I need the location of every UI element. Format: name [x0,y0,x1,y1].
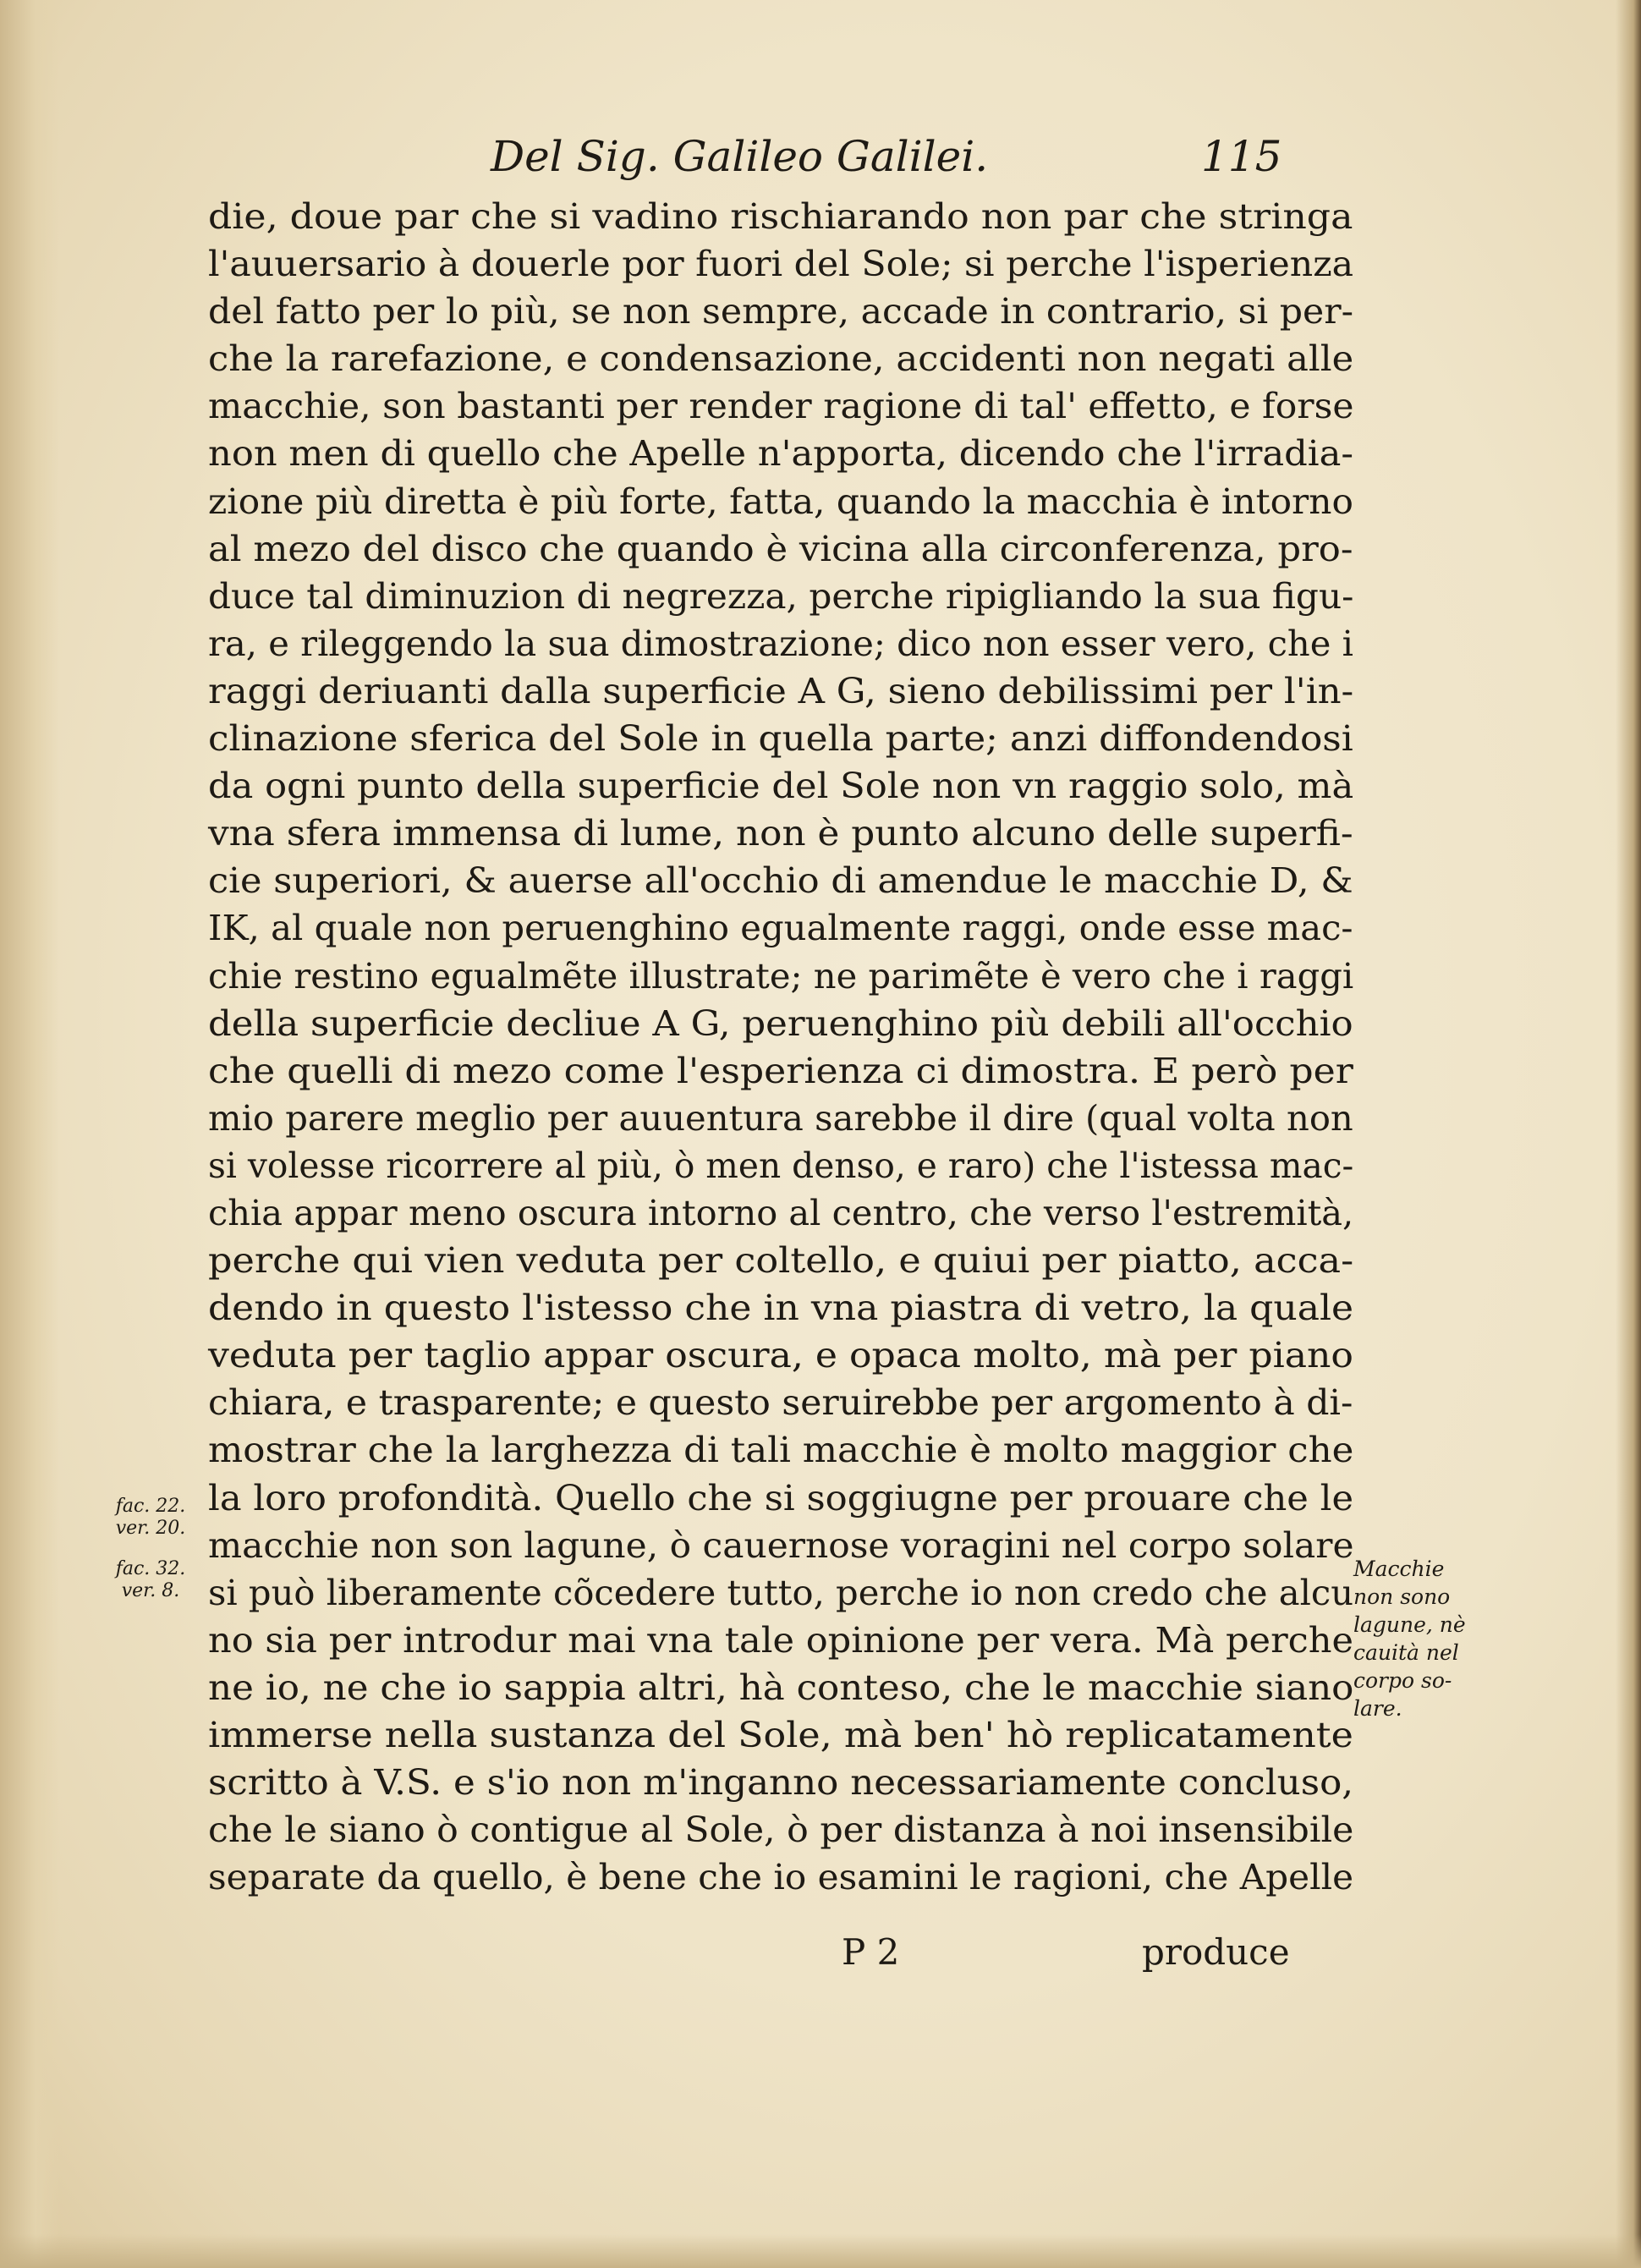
text-line: cie superiori, & auerse all'occhio di amendue le macchie D, & [208,860,1353,902]
text-line: chie restino egualmẽte illustrate; ne parimẽte è vero che i raggi [208,955,1354,997]
text-line: che le siano ò contigue al Sole, ò per distanza à noi insensibile [208,1809,1354,1851]
page-gutter-shadow [0,0,59,2268]
margin-note-line: lagune, nè [1353,1612,1466,1637]
margin-reference: fac. 32. ver. 8. [115,1558,186,1601]
margin-note-line: non sono [1353,1584,1451,1609]
text-line: al mezo del disco che quando è vicina alla circonferenza, pro- [208,528,1353,569]
text-line: della superficie decliue A G, peruenghino più debili all'occhio [208,1002,1353,1044]
body-text [208,193,1353,1901]
text-line: macchie, son bastanti per render ragione di tal' effetto, e forse [208,386,1354,427]
text-line: ra, e rileggendo la sua dimostrazione; dico non esser vero, che i [208,623,1353,664]
page-right-edge [1616,0,1641,2268]
text-line: macchie non son lagune, ò cauernose voragini nel corpo solare [208,1524,1354,1566]
text-line: del fatto per lo più, se non sempre, accade in contrario, si per- [208,291,1354,332]
margin-note-line: Macchie [1353,1557,1445,1581]
text-line: immerse nella sustanza del Sole, mà ben' hò replicatamente [208,1715,1353,1755]
text-line: clinazione sferica del Sole in quella parte; anzi diffondendosi [208,718,1353,760]
text-line: mostrar che la larghezza di tali macchie è molto maggior che [208,1430,1354,1471]
text-line: si può liberamente cõcedere tutto, perche io non credo che alcu [208,1572,1354,1613]
text-line: die, doue par che si vadino rischiarando non par che stringa [208,196,1353,237]
text-line: l'auuersario à douerle por fuori del Sole; si perche l'isperienza [208,244,1354,285]
text-line: che quelli di mezo come l'esperienza ci dimostra. E però per [208,1050,1353,1091]
text-line: ne io, ne che io sappia altri, hà conteso, che le macchie siano [208,1667,1354,1708]
text-line: veduta per taglio appar oscura, e opaca molto, mà per piano [208,1335,1353,1376]
text-line: la loro profondità. Quello che si soggiugne per prouare che le [208,1477,1354,1518]
text-line: non men di quello che Apelle n'apporta, dicendo che l'irradia- [208,433,1353,475]
signature-mark: P 2 [842,1931,900,1973]
text-line: no sia per introdur mai vna tale opinione per vera. Mà perche [208,1619,1354,1661]
text-line: si volesse ricorrere al più, ò men denso, e raro) che l'istessa mac- [208,1145,1354,1186]
text-line: dendo in questo l'istesso che in vna piastra di vetro, la quale [208,1288,1354,1329]
margin-note-line: corpo so- [1353,1668,1452,1693]
running-head: Del Sig. Galileo Galilei. [491,132,989,181]
text-line: separate da quello, è bene che io esamini le ragioni, che Apelle [208,1857,1354,1898]
text-line: duce tal diminuzion di negrezza, perche ripigliando la sua figu- [208,575,1354,617]
text-line: da ogni punto della superficie del Sole non vn raggio solo, mà [208,766,1354,807]
text-line: mio parere meglio per auuentura sarebbe il dire (qual volta non [208,1097,1353,1139]
text-line: scritto à V.S. e s'io non m'inganno necessariamente concluso, [208,1762,1354,1804]
text-line: perche qui vien veduta per coltello, e quiui per piatto, acca- [208,1240,1354,1282]
text-line: che la rarefazione, e condensazione, accidenti non negati alle [208,338,1354,380]
text-line: chia appar meno oscura intorno al centro, che verso l'estremità, [208,1192,1354,1233]
text-line: IK, al quale non peruenghino egualmente raggi, onde esse mac- [208,908,1353,949]
margin-reference: fac. 22. ver. 20. [115,1496,186,1539]
text-line: chiara, e trasparente; e questo seruirebbe per argomento à di- [208,1382,1353,1424]
text-line: vna sfera immensa di lume, non è punto alcuno delle superfi- [208,813,1353,854]
page-bottom-edge [0,2234,1641,2268]
page-number: 115 [1201,132,1282,181]
margin-note [1353,1555,1497,1722]
margin-note-line: lare. [1353,1696,1402,1721]
text-line: raggi deriuanti dalla superficie A G, sieno debilissimi per l'in- [208,670,1354,711]
text-line: zione più diretta è più forte, fatta, quando la macchia è intorno [208,481,1353,522]
margin-note-line: cauità nel [1353,1640,1459,1665]
catchword: produce [1142,1931,1290,1973]
